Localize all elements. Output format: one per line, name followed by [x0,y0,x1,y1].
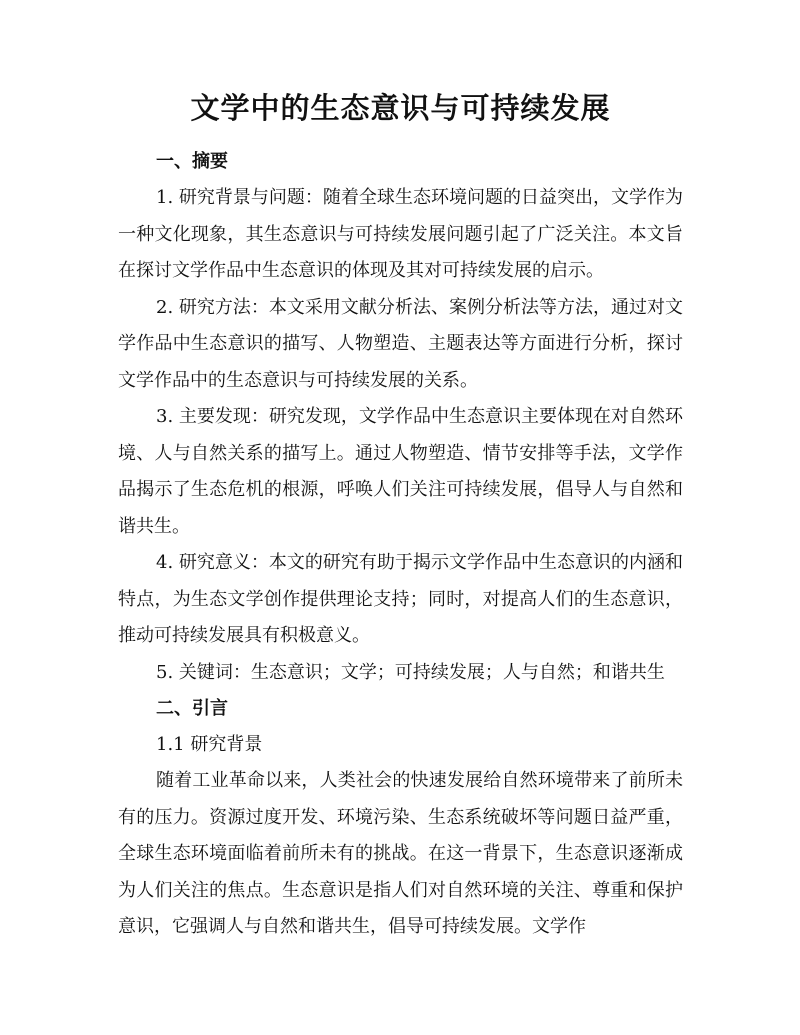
intro-heading: 二、引言 [156,698,228,719]
abstract-item-significance: 4. 研究意义：本文的研究有助于揭示文学作品中生态意识的内涵和特点，为生态文学创作提供理论支持；同时，对提高人们的生态意识，推动可持续发展具有积极意义。 [118,552,683,646]
intro-paragraph: 随着工业革命以来，人类社会的快速发展给自然环境带来了前所未有的压力。资源过度开发、环境污染、生态系统破坏等问题日益严重，全球生态环境面临着前所未有的挑战。在这一背景下，生态意识逐渐成为人们关注的焦点。生态意识是指人们对自然环境的关注、尊重和保护意识，它强调人与自然和谐共生，倡导可持续发展。文学作 [118,770,683,937]
document-page [118,88,683,946]
abstract-heading: 一、摘要 [156,151,228,172]
abstract-item-findings: 3. 主要发现：研究发现，文学作品中生态意识主要体现在对自然环境、人与自然关系的描写上。通过人物塑造、情节安排等手法，文学作品揭示了生态危机的根源，呼唤人们关注可持续发展，倡导人与自然和谐共生。 [118,406,683,537]
abstract-item-methods: 2. 研究方法：本文采用文献分析法、案例分析法等方法，通过对文学作品中生态意识的描写、人物塑造、主题表达等方面进行分析，探讨文学作品中的生态意识与可持续发展的关系。 [118,296,683,391]
intro-subheading: 1.1 研究背景 [156,734,263,755]
abstract-item-keywords: 5. 关键词：生态意识；文学；可持续发展；人与自然；和谐共生 [156,661,665,683]
abstract-item-background: 1. 研究背景与问题：随着全球生态环境问题的日益突出，文学作为一种文化现象，其生态意识与可持续发展问题引起了广泛关注。本文旨在探讨文学作品中生态意识的体现及其对可持续发展的启示。 [118,187,683,281]
document-title: 文学中的生态意识与可持续发展 [190,91,611,125]
